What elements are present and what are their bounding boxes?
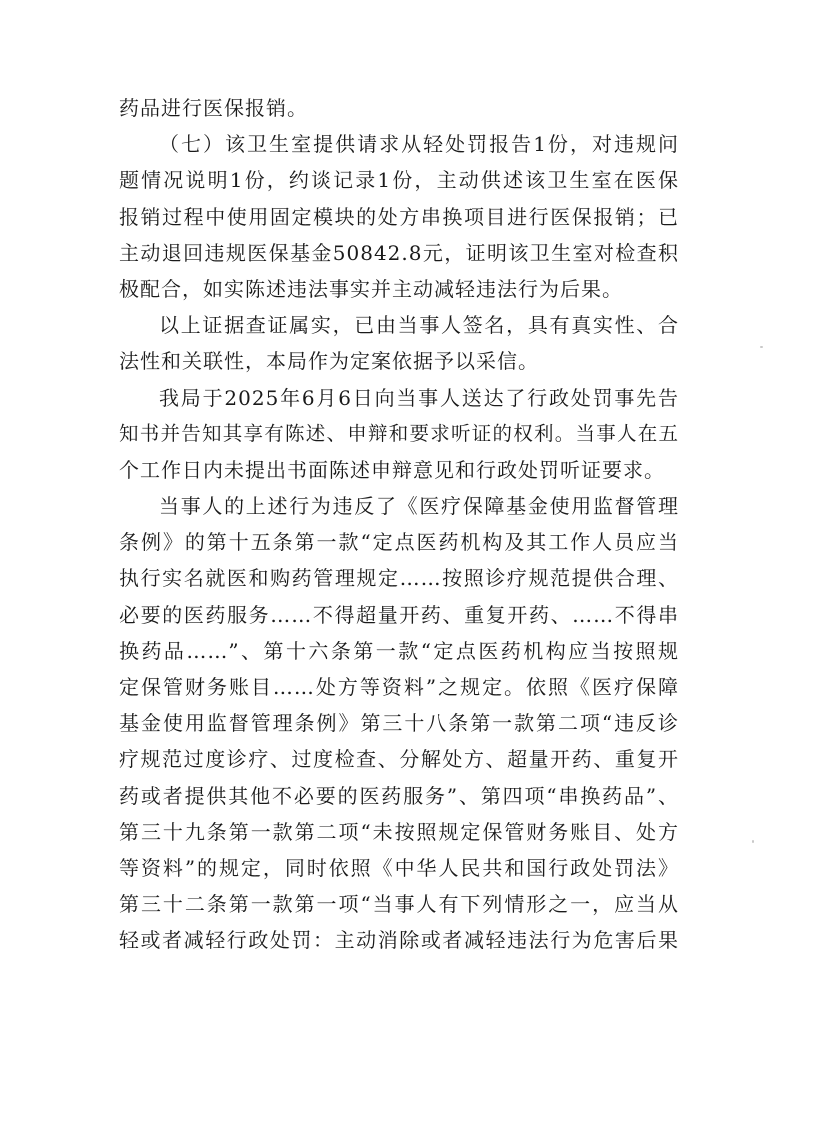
paragraph-line: 定保管财务账目……处方等资料”之规定。依照《医疗保障	[119, 675, 679, 699]
paragraph-line: 当事人的上述行为违反了《医疗保障基金使用监督管理	[159, 494, 679, 519]
paragraph-line: 药或者提供其他不必要的医药服务”、第四项“串换药品”、	[119, 783, 679, 808]
paragraph-line: 基金使用监督管理条例》第三十八条第一款第二项“违反诊	[119, 711, 679, 736]
paragraph-line: 条例》的第十五条第一款“定点医药机构及其工作人员应当	[119, 530, 679, 555]
paragraph-line: 必要的医药服务……不得超量开药、重复开药、……不得串	[119, 602, 679, 627]
paragraph-line: 以上证据查证属实，已由当事人签名，具有真实性、合	[159, 313, 679, 338]
paragraph-line: 药品进行医保报销。	[119, 96, 308, 120]
paragraph-line: 疗规范过度诊疗、过度检查、分解处方、超量开药、重复开	[119, 747, 679, 772]
paragraph-line: 执行实名就医和购药管理规定……按照诊疗规范提供合理、	[119, 566, 679, 591]
document-body	[119, 90, 679, 959]
paragraph-line: （七）该卫生室提供请求从轻处罚报告1份，对违规问	[159, 132, 679, 157]
paragraph-line: 法性和关联性，本局作为定案依据予以采信。	[119, 349, 539, 374]
paragraph-line: 换药品……”、第十六条第一款“定点医药机构应当按照规	[119, 638, 679, 663]
paragraph-line: 报销过程中使用固定模块的处方串换项目进行医保报销；已	[119, 204, 679, 229]
paragraph-line: 个工作日内未提出书面陈述申辩意见和行政处罚听证要求。	[119, 457, 665, 482]
scan-speck	[760, 346, 763, 348]
scan-speck	[752, 840, 754, 843]
paragraph-line: 题情况说明1份，约谈记录1份，主动供述该卫生室在医保	[119, 168, 679, 193]
paragraph-line: 知书并告知其享有陈述、申辩和要求听证的权利。当事人在五	[119, 421, 679, 445]
paragraph-line: 等资料”的规定，同时依照《中华人民共和国行政处罚法》	[119, 855, 679, 880]
paragraph-line: 主动退回违规医保基金50842.8元，证明该卫生室对检查积	[119, 240, 679, 265]
paragraph-line: 第三十二条第一款第一项“当事人有下列情形之一，应当从	[119, 892, 679, 917]
paragraph-line: 极配合，如实陈述违法事实并主动减轻违法行为后果。	[119, 276, 623, 301]
paragraph-line: 轻或者减轻行政处罚：主动消除或者减轻违法行为危害后果	[119, 928, 679, 953]
paragraph-line: 第三十九条第一款第二项“未按照规定保管财务账目、处方	[119, 819, 679, 844]
paragraph-line: 我局于2025年6月6日向当事人送达了行政处罚事先告	[159, 385, 679, 410]
